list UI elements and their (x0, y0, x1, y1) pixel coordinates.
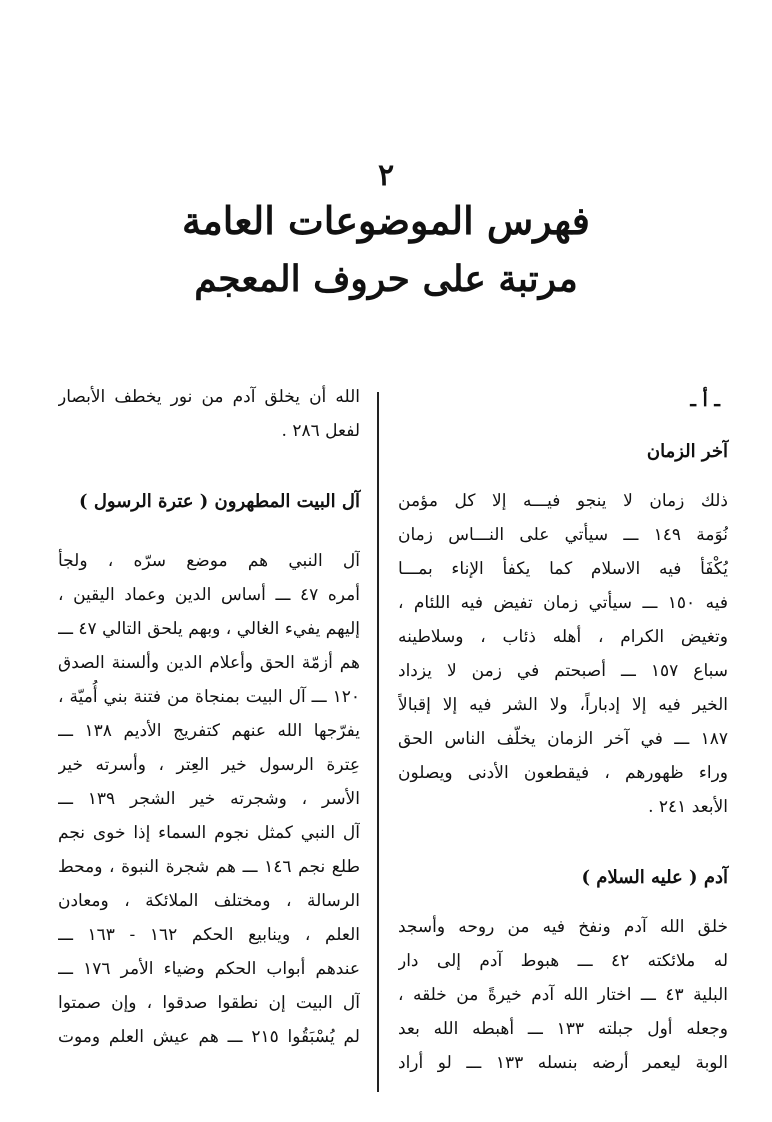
text-line: ١٨٧ ـــ في آخر الزمان يخلّف الناس الحق (398, 729, 728, 749)
text-line: الله أن يخلق آدم من نور يخطف الأبصار (58, 387, 360, 407)
text-line: الأبعد ٢٤١ . (648, 797, 728, 817)
text-line: فيه ١٥٠ ـــ سيأتي زمان تفيض فيه اللئام ، (398, 593, 728, 613)
left-column (58, 380, 360, 1054)
text-line: هم أزمّة الحق وأعلام الدين وألسنة الصدق (58, 653, 360, 673)
right-column (398, 380, 728, 1080)
text-line: أمره ٤٧ ـــ أساس الدين وعماد اليقين ، (58, 585, 360, 605)
text-line: الوبة ليعمر أرضه بنسله ١٣٣ ـــ لو أراد (398, 1053, 728, 1073)
page-number: ٢ (377, 158, 395, 193)
text-line: وجعله أول جبلته ١٣٣ ـــ أهبطه الله بعد (398, 1019, 728, 1039)
text-line: ذلك زمان لا ينجو فيـــه إلا كل مؤمن (398, 491, 728, 511)
entry-heading: آدم ( عليه السلام ) (581, 867, 728, 888)
text-line: وتغيض الكرام ، أهله ذئاب ، وسلاطينه (398, 627, 728, 647)
text-line: العلم ، وينابيع الحكم ١٦٢ - ١٦٣ ـــ (58, 925, 360, 945)
text-line: الأسر ، وشجرته خير الشجر ١٣٩ ـــ (58, 789, 360, 809)
text-line: طلع نجم ١٤٦ ـــ هم شجرة النبوة ، ومحط (58, 857, 360, 877)
entry-body (398, 910, 728, 1080)
entry-heading: آل البيت المطهرون ( عترة الرسول ) (79, 491, 360, 512)
text-line: لفعل ٢٨٦ . (281, 421, 360, 441)
continuation-text (58, 380, 360, 448)
text-line: البلية ٤٣ ـــ اختار الله آدم خيرةً من خلقه ، (398, 985, 728, 1005)
text-line: عِترة الرسول خير العِتر ، وأسرته خير (58, 755, 360, 775)
text-line: إليهم يفيء الغالي ، وبهم يلحق التالي ٤٧ ـــ (58, 619, 360, 639)
text-line: آل النبي هم موضع سرّه ، ولجأ (58, 551, 360, 571)
entry-heading: آخر الزمان (646, 441, 728, 462)
index-title: فهرس الموضوعات العامة (182, 198, 590, 243)
text-line: خلق الله آدم ونفخ فيه من روحه وأسجد (398, 917, 728, 937)
index-subtitle: مرتبة على حروف المعجم (194, 258, 578, 300)
text-line: آل البيت إن نطقوا صدقوا ، وإن صمتوا (58, 993, 360, 1013)
text-line: وراء ظهورهم ، فيقطعون الأدنى ويصلون (398, 763, 728, 783)
text-line: سباع ١٥٧ ـــ أصبحتم في زمن لا يزداد (398, 661, 728, 681)
entry-body (398, 484, 728, 824)
text-line: يفرّجها الله عنهم كتفريج الأديم ١٣٨ ـــ (58, 721, 360, 741)
text-line: عندهم أبواب الحكم وضياء الأمر ١٧٦ ـــ (58, 959, 360, 979)
column-divider (377, 392, 379, 1092)
text-line: الخير فيه إلا إدباراً، ولا الشر فيه إلا إقبالاً (398, 695, 728, 715)
text-line: لم يُسْبَقُوا ٢١٥ ـــ هم عيش العلم وموت (58, 1027, 360, 1047)
text-line: نُوَمة ١٤٩ ـــ سيأتي على النـــاس زمان (398, 525, 728, 545)
text-line: الرسالة ، ومختلف الملائكة ، ومعادن (58, 891, 360, 911)
text-line: له ملائكته ٤٢ ـــ هبوط آدم إلى دار (398, 951, 728, 971)
text-line: ١٢٠ ـــ آل البيت بمنجاة من فتنة بني أُميّة ، (58, 687, 360, 707)
entry-body (58, 544, 360, 1054)
text-line: يُكْفَأ فيه الاسلام كما يكفأ الإناء بمـــا (398, 559, 728, 579)
text-line: آل النبي كمثل نجوم السماء إذا خوى نجم (58, 823, 360, 843)
section-letter: ـ أ ـ (690, 389, 720, 411)
